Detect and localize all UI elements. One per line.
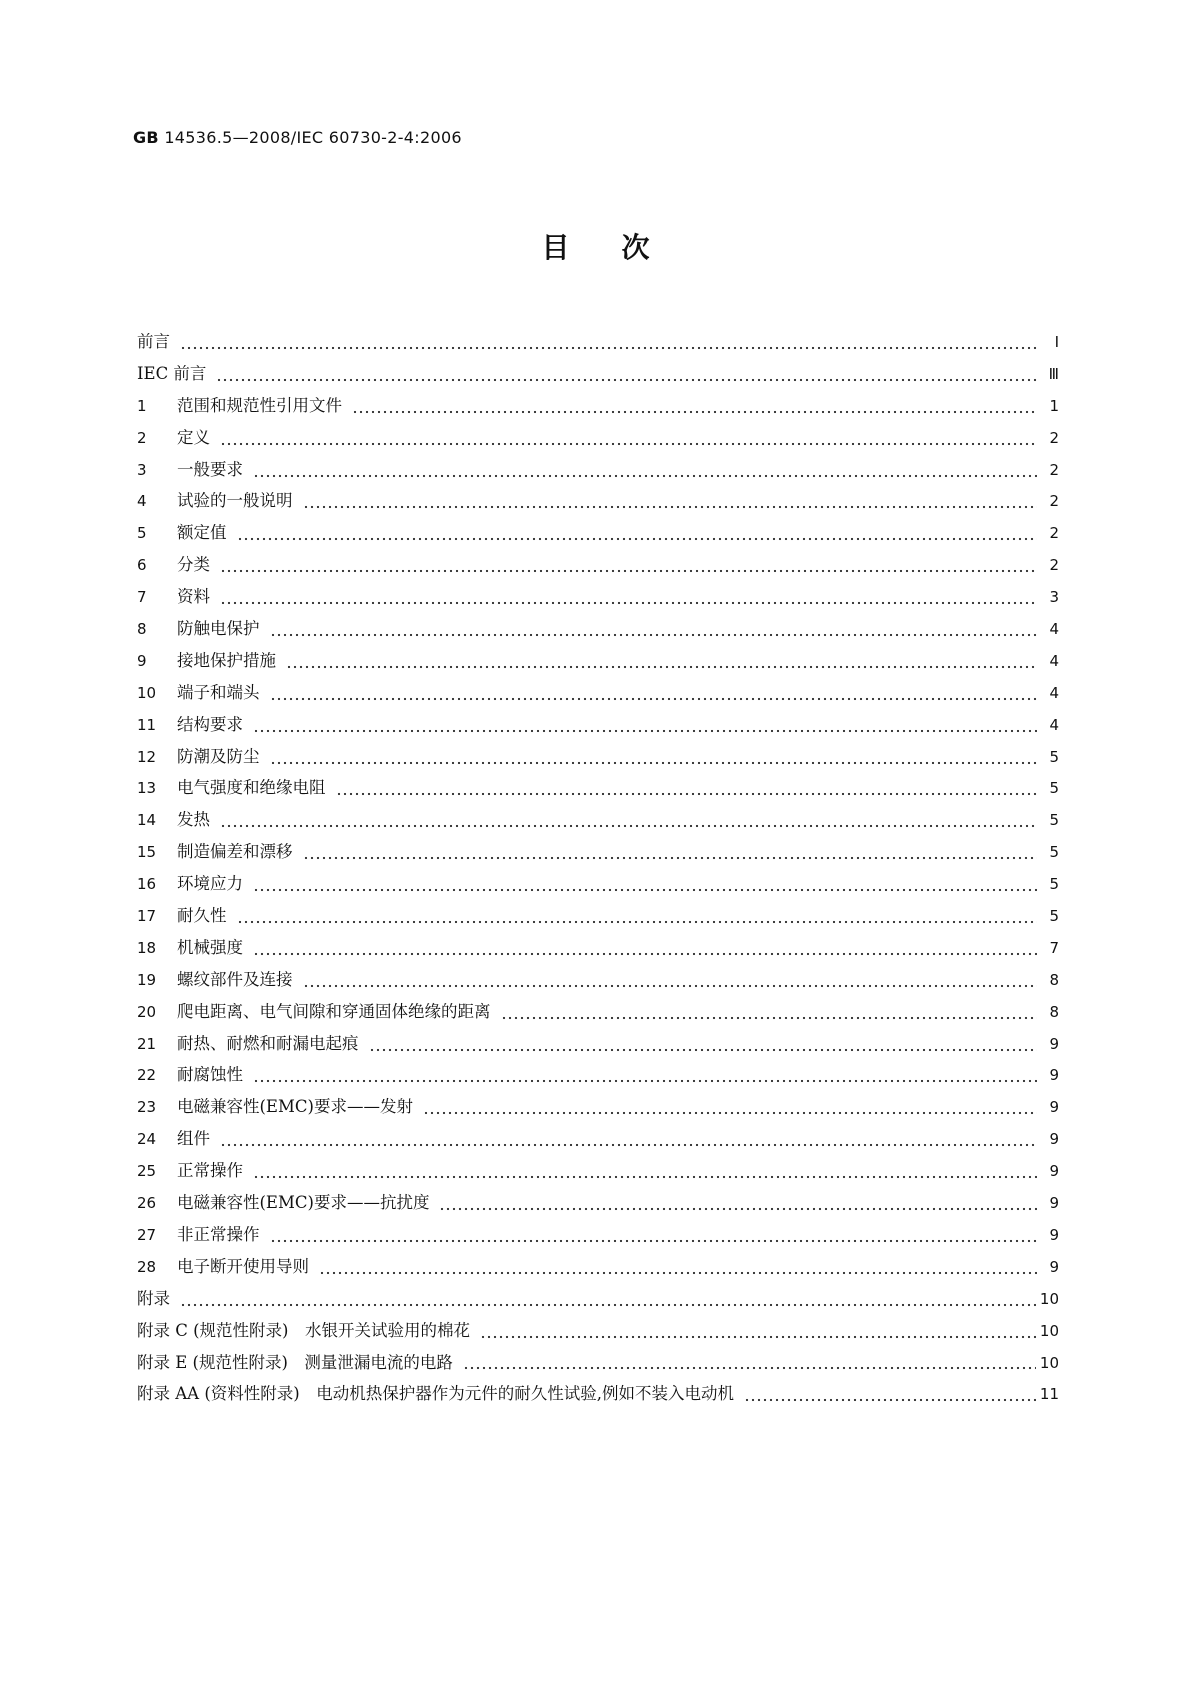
toc-entry-number: 28 [137, 1257, 157, 1276]
toc-entry-title: 资料 [177, 587, 210, 607]
toc-entry-number: 20 [137, 1002, 157, 1021]
toc-entry-number: 17 [137, 907, 157, 926]
toc-entry-title: 电气强度和绝缘电阻 [177, 778, 326, 798]
toc-entry-title: 耐腐蚀性 [177, 1065, 243, 1085]
toc-entry-title: 范围和规范性引用文件 [177, 395, 342, 415]
toc-entry-page: 9 [1049, 1098, 1059, 1117]
toc-entry-number: 2 [137, 428, 147, 447]
toc-dot-leader [744, 1397, 1036, 1403]
toc-dot-leader [286, 664, 1037, 670]
toc-entry-title: 额定值 [177, 523, 227, 543]
toc-entry-title: 附录 AA (资料性附录) 电动机热保护器作为元件的耐久性试验,例如不装入电动机 [137, 1384, 734, 1404]
toc-entry-title: 端子和端头 [177, 682, 260, 702]
toc-entry-title: 耐久性 [177, 906, 227, 926]
toc-entry-page: 9 [1049, 1066, 1059, 1085]
toc-dot-leader [303, 855, 1038, 861]
toc-entry-number: 21 [137, 1034, 157, 1053]
toc-entry[interactable] [137, 934, 1059, 966]
toc-entry[interactable] [137, 519, 1059, 551]
toc-entry-number: 9 [137, 651, 147, 670]
toc-entry-number: 6 [137, 556, 147, 575]
toc-entry[interactable] [137, 1061, 1059, 1093]
toc-dot-leader [180, 345, 1037, 351]
toc-dot-leader [352, 409, 1037, 415]
toc-entry[interactable] [137, 806, 1059, 838]
toc-entry-number: 7 [137, 588, 147, 607]
toc-entry-page: 1 [1049, 396, 1059, 415]
toc-entry[interactable] [137, 998, 1059, 1030]
toc-entry-page: 2 [1049, 556, 1059, 575]
toc-entry-number: 10 [137, 683, 157, 702]
toc-entry[interactable] [137, 647, 1059, 679]
toc-entry-number: 4 [137, 492, 147, 511]
table-of-contents [137, 328, 1059, 1412]
toc-entry-title: 接地保护措施 [177, 650, 276, 670]
toc-dot-leader [270, 760, 1038, 766]
standard-prefix: GB [133, 128, 159, 147]
toc-entry-title: 防触电保护 [177, 619, 260, 639]
toc-entry-page: 5 [1049, 907, 1059, 926]
toc-entry-title: 环境应力 [177, 874, 243, 894]
toc-entry[interactable] [137, 870, 1059, 902]
toc-entry-page: 2 [1049, 492, 1059, 511]
toc-dot-leader [480, 1334, 1036, 1340]
standard-header [133, 128, 462, 147]
toc-entry[interactable] [137, 1030, 1059, 1062]
toc-entry-page: 9 [1049, 1194, 1059, 1213]
toc-dot-leader [237, 919, 1038, 925]
toc-entry-title: 组件 [177, 1129, 210, 1149]
toc-entry[interactable] [137, 456, 1059, 488]
toc-dot-leader [253, 887, 1037, 893]
toc-entry[interactable] [137, 1253, 1059, 1285]
toc-entry-number: 16 [137, 875, 157, 894]
toc-entry-title: 非正常操作 [177, 1224, 260, 1244]
toc-entry-page: 2 [1049, 428, 1059, 447]
toc-entry[interactable] [137, 1380, 1059, 1412]
toc-dot-leader [220, 441, 1037, 447]
toc-entry[interactable] [137, 774, 1059, 806]
toc-entry-title: 分类 [177, 555, 210, 575]
toc-dot-leader [439, 1206, 1037, 1212]
toc-entry[interactable] [137, 1157, 1059, 1189]
toc-dot-leader [270, 632, 1038, 638]
toc-entry-page: 4 [1049, 715, 1059, 734]
toc-entry[interactable] [137, 838, 1059, 870]
toc-entry-number: 14 [137, 811, 157, 830]
toc-entry-page: 2 [1049, 524, 1059, 543]
toc-entry-title: 附录 [137, 1288, 170, 1308]
toc-entry-number: 13 [137, 779, 157, 798]
toc-entry[interactable] [137, 487, 1059, 519]
toc-entry-page: 9 [1049, 1130, 1059, 1149]
toc-entry-number: 27 [137, 1225, 157, 1244]
toc-entry-page: 9 [1049, 1257, 1059, 1276]
toc-entry[interactable] [137, 392, 1059, 424]
toc-entry-page: Ⅰ [1054, 333, 1059, 351]
toc-entry[interactable] [137, 1125, 1059, 1157]
toc-entry-page: 8 [1049, 1002, 1059, 1021]
toc-entry-number: 26 [137, 1194, 157, 1213]
toc-entry-number: 18 [137, 938, 157, 957]
toc-entry[interactable] [137, 743, 1059, 775]
toc-entry[interactable] [137, 1221, 1059, 1253]
toc-entry-page: 8 [1049, 970, 1059, 989]
toc-entry[interactable] [137, 1349, 1059, 1381]
toc-entry-page: 11 [1039, 1385, 1059, 1404]
toc-entry[interactable] [137, 966, 1059, 998]
toc-entry-page: 4 [1049, 683, 1059, 702]
toc-entry[interactable] [137, 711, 1059, 743]
toc-entry-number: 5 [137, 524, 147, 543]
toc-entry-number: 12 [137, 747, 157, 766]
toc-entry[interactable] [137, 902, 1059, 934]
toc-dot-leader [303, 983, 1038, 989]
toc-entry-page: 4 [1049, 651, 1059, 670]
toc-entry-number: 11 [137, 715, 157, 734]
toc-dot-leader [423, 1110, 1037, 1116]
toc-entry[interactable] [137, 1189, 1059, 1221]
toc-entry[interactable] [137, 679, 1059, 711]
toc-entry-number: 22 [137, 1066, 157, 1085]
toc-entry-title: 一般要求 [177, 459, 243, 479]
toc-entry-page: 9 [1049, 1225, 1059, 1244]
toc-entry-page: Ⅲ [1048, 364, 1059, 383]
toc-entry-page: 9 [1049, 1034, 1059, 1053]
toc-entry-title: 耐热、耐燃和耐漏电起痕 [177, 1033, 359, 1053]
toc-entry-title: 附录 E (规范性附录) 测量泄漏电流的电路 [137, 1352, 453, 1372]
toc-entry-title: 电磁兼容性(EMC)要求——发射 [177, 1097, 413, 1117]
toc-entry-number: 8 [137, 620, 147, 639]
toc-entry-page: 4 [1049, 620, 1059, 639]
toc-entry-page: 10 [1039, 1353, 1059, 1372]
toc-entry-page: 5 [1049, 779, 1059, 798]
toc-entry-page: 2 [1049, 460, 1059, 479]
toc-entry[interactable] [137, 328, 1059, 360]
toc-dot-leader [253, 1078, 1037, 1084]
toc-entry-title: 定义 [177, 427, 210, 447]
toc-entry-title: 螺纹部件及连接 [177, 969, 293, 989]
toc-entry-number: 23 [137, 1098, 157, 1117]
toc-entry-page: 7 [1049, 938, 1059, 957]
toc-entry-title: 电磁兼容性(EMC)要求——抗扰度 [177, 1193, 430, 1213]
toc-entry-title: 防潮及防尘 [177, 746, 260, 766]
toc-entry-title: 爬电距离、电气间隙和穿通固体绝缘的距离 [177, 1001, 491, 1021]
toc-entry-title: 结构要求 [177, 714, 243, 734]
page-title: 目次 [541, 231, 702, 264]
toc-entry-page: 5 [1049, 747, 1059, 766]
toc-entry-title: 附录 C (规范性附录) 水银开关试验用的棉花 [137, 1320, 470, 1340]
standard-number: 14536.5—2008/IEC 60730-2-4:2006 [164, 128, 462, 147]
toc-dot-leader [220, 823, 1037, 829]
toc-entry-number: 24 [137, 1130, 157, 1149]
toc-entry[interactable] [137, 583, 1059, 615]
toc-entry[interactable] [137, 1317, 1059, 1349]
toc-entry[interactable] [137, 424, 1059, 456]
toc-dot-leader [216, 377, 1037, 383]
toc-entry[interactable] [137, 1093, 1059, 1125]
toc-dot-leader [253, 473, 1037, 479]
toc-dot-leader [237, 536, 1038, 542]
toc-dot-leader [253, 728, 1037, 734]
toc-entry-page: 5 [1049, 811, 1059, 830]
toc-entry-title: IEC 前言 [137, 363, 207, 383]
toc-entry-number: 25 [137, 1162, 157, 1181]
toc-entry-number: 1 [137, 396, 147, 415]
toc-dot-leader [220, 1142, 1037, 1148]
toc-dot-leader [180, 1302, 1036, 1308]
toc-entry-page: 10 [1039, 1289, 1059, 1308]
toc-entry-number: 3 [137, 460, 147, 479]
toc-dot-leader [220, 600, 1037, 606]
toc-dot-leader [319, 1270, 1037, 1276]
toc-entry[interactable] [137, 551, 1059, 583]
toc-entry-title: 制造偏差和漂移 [177, 842, 293, 862]
toc-entry-title: 正常操作 [177, 1161, 243, 1181]
toc-entry[interactable] [137, 1285, 1059, 1317]
toc-entry-title: 机械强度 [177, 937, 243, 957]
toc-entry-number: 15 [137, 843, 157, 862]
toc-entry-title: 电子断开使用导则 [177, 1256, 309, 1276]
toc-entry-page: 5 [1049, 843, 1059, 862]
toc-entry[interactable] [137, 360, 1059, 392]
toc-entry-title: 前言 [137, 332, 170, 351]
toc-entry[interactable] [137, 615, 1059, 647]
toc-dot-leader [270, 696, 1038, 702]
toc-entry-title: 发热 [177, 810, 210, 830]
toc-dot-leader [336, 791, 1038, 797]
toc-dot-leader [369, 1047, 1038, 1053]
toc-dot-leader [463, 1365, 1036, 1371]
toc-entry-title: 试验的一般说明 [177, 491, 293, 511]
toc-dot-leader [501, 1015, 1038, 1021]
toc-entry-page: 10 [1039, 1321, 1059, 1340]
toc-entry-page: 9 [1049, 1162, 1059, 1181]
toc-dot-leader [303, 504, 1038, 510]
toc-entry-number: 19 [137, 970, 157, 989]
toc-entry-page: 5 [1049, 875, 1059, 894]
toc-dot-leader [270, 1238, 1038, 1244]
toc-dot-leader [253, 951, 1037, 957]
toc-dot-leader [220, 568, 1037, 574]
toc-entry-page: 3 [1049, 588, 1059, 607]
toc-dot-leader [253, 1174, 1037, 1180]
